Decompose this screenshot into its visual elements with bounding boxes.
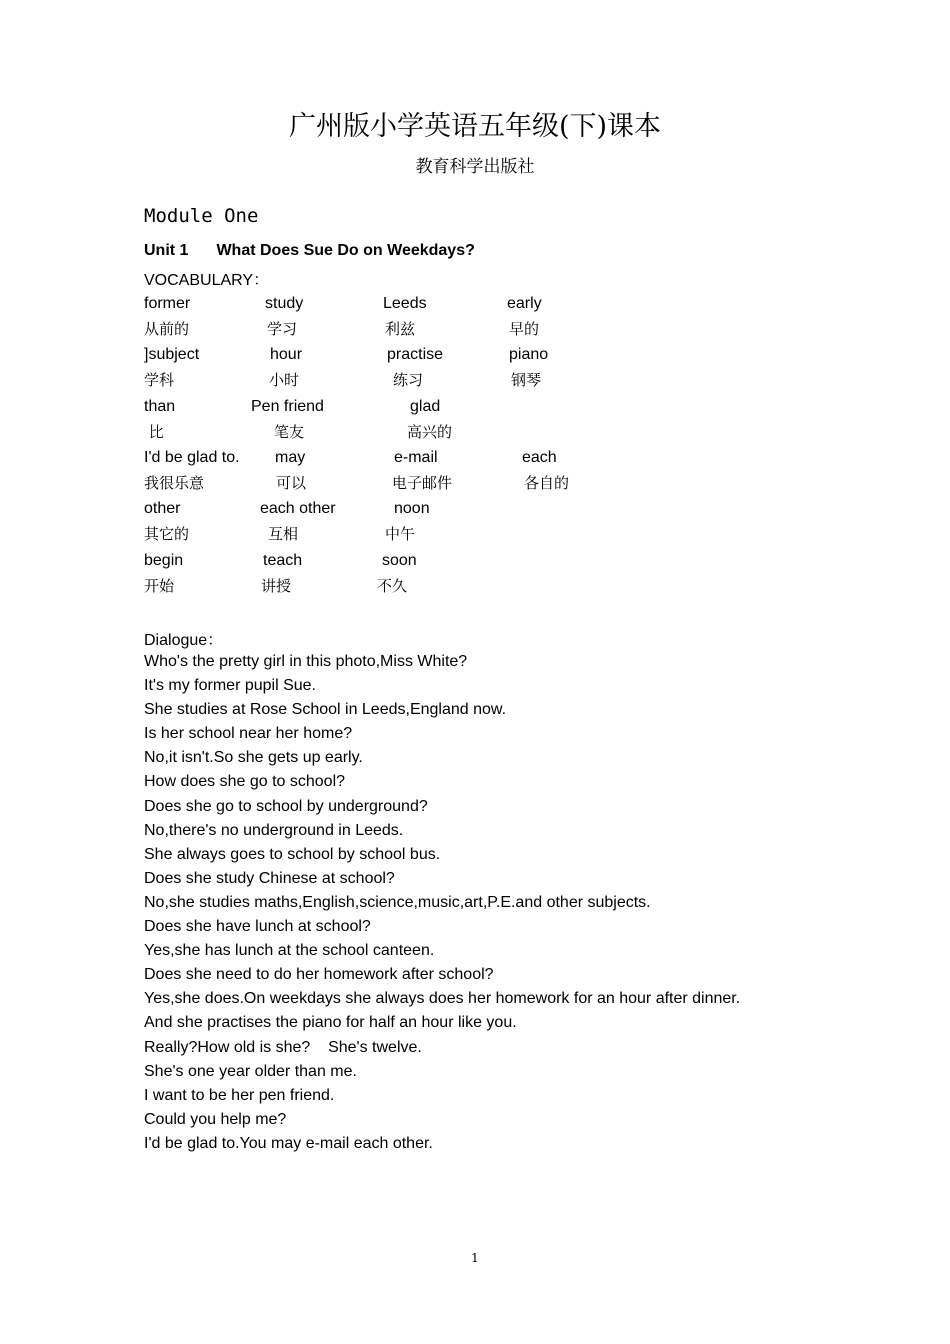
vocab-word: than [144, 398, 176, 415]
dialogue-line: No,there's no underground in Leeds. [144, 821, 404, 839]
vocab-word: I'd be glad to. [144, 449, 240, 466]
dialogue-line: Yes,she does.On weekdays she always does her homework for an hour after dinner. [144, 990, 741, 1008]
vocab-word: former [144, 295, 191, 312]
vocab-meaning: 电子邮件 [392, 474, 453, 492]
dialogue-line: No,it isn't.So she gets up early. [144, 749, 363, 767]
dialogue-label: Dialogue： [144, 632, 224, 649]
vocab-meaning: 不久 [377, 577, 408, 595]
dialogue-line: Who's the pretty girl in this photo,Miss White? [144, 653, 468, 670]
dialogue-line: Does she study Chinese at school? [144, 869, 395, 887]
vocab-word: glad [410, 398, 441, 415]
vocab-word: teach [263, 552, 303, 569]
vocab-meaning: 我很乐意 [144, 474, 205, 492]
vocab-meaning: 比 [144, 423, 164, 441]
vocab-meaning: 钢琴 [511, 371, 542, 389]
page-number: 1 [471, 1251, 479, 1265]
vocab-word: each [522, 449, 557, 466]
vocab-meaning: 其它的 [144, 525, 190, 543]
unit-heading [144, 242, 475, 260]
dialogue-line: How does she go to school? [144, 773, 346, 791]
vocab-meaning: 小时 [269, 371, 300, 389]
vocab-meaning: 练习 [393, 371, 424, 389]
vocabulary-label: VOCABULARY： [144, 272, 270, 289]
vocab-word: ]subject [144, 346, 200, 363]
unit-title: What Does Sue Do on Weekdays? [216, 242, 475, 259]
vocab-meaning: 利兹 [385, 320, 416, 338]
vocab-word: study [265, 295, 304, 312]
vocab-meaning: 笔友 [274, 423, 305, 441]
dialogue-line: Does she go to school by underground? [144, 797, 428, 815]
dialogue-line: Does she have lunch at school? [144, 918, 371, 936]
vocab-word: Pen friend [251, 398, 324, 415]
vocab-word: practise [387, 346, 444, 363]
dialogue-line: It's my former pupil Sue. [144, 677, 316, 695]
module-heading: Module One [144, 205, 259, 227]
vocab-word: other [144, 500, 181, 517]
vocab-word: Leeds [383, 295, 427, 312]
dialogue-line: Really?How old is she? She's twelve. [144, 1038, 422, 1056]
vocab-meaning: 各自的 [524, 474, 570, 492]
vocab-word: begin [144, 552, 184, 569]
dialogue-line: No,she studies maths,English,science,music,art,P.E.and other subjects. [144, 893, 651, 911]
dialogue-line: Could you help me? [144, 1110, 287, 1128]
dialogue-line: She studies at Rose School in Leeds,England now. [144, 701, 507, 719]
document-title: 广州版小学英语五年级(下)课本 [288, 111, 662, 142]
vocab-word: may [275, 449, 306, 466]
vocab-word: each other [260, 500, 336, 517]
vocab-word: soon [382, 552, 417, 569]
vocab-meaning: 高兴的 [407, 423, 453, 441]
vocab-meaning: 讲授 [261, 577, 292, 595]
vocab-word: noon [394, 500, 430, 517]
vocab-meaning: 互相 [268, 525, 299, 543]
dialogue-line: Is her school near her home? [144, 725, 353, 743]
vocab-meaning: 从前的 [144, 320, 190, 338]
dialogue-lines [144, 652, 740, 1158]
dialogue-line: I'd be glad to.You may e-mail each other. [144, 1134, 433, 1152]
dialogue-line: She's one year older than me. [144, 1062, 357, 1080]
vocab-meaning: 开始 [144, 577, 175, 595]
vocab-word: hour [270, 346, 303, 363]
vocab-meaning: 中午 [385, 525, 416, 543]
vocab-meaning: 早的 [509, 320, 540, 338]
dialogue-line: Does she need to do her homework after school? [144, 966, 494, 984]
dialogue-line: And she practises the piano for half an hour like you. [144, 1014, 517, 1032]
vocab-meaning: 可以 [276, 474, 307, 492]
vocab-meaning: 学习 [267, 320, 298, 338]
unit-number: Unit 1 [144, 242, 189, 259]
vocab-meaning: 学科 [144, 371, 175, 389]
vocab-word: early [507, 295, 542, 312]
dialogue-line: I want to be her pen friend. [144, 1086, 335, 1104]
publisher: 教育科学出版社 [415, 157, 535, 177]
dialogue-line: She always goes to school by school bus. [144, 845, 441, 863]
dialogue-line: Yes,she has lunch at the school canteen. [144, 942, 435, 960]
vocab-word: piano [509, 346, 549, 363]
vocab-word: e-mail [394, 449, 438, 466]
